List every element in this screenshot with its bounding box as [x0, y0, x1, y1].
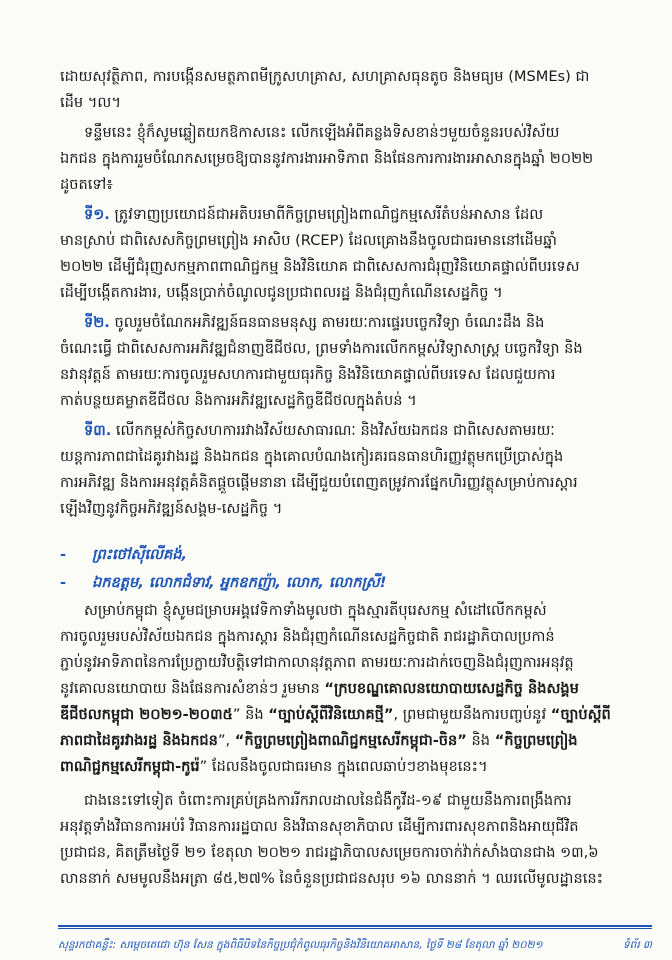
- paragraph-line: ២០២២ ដើម្បីជំរុញសកម្មភាពពាណិជ្ជកម្ម និងវិនិយោគ ជាពិសេសការជំរុញវិនិយោគផ្ទាល់ពីបរទេស: [60, 258, 580, 275]
- point-1-line: [84, 202, 650, 228]
- point-2-text: ចូលរួមចំណែកអភិវឌ្ឍន៍ធនធានមនុស្ស តាមរយៈការផ្ទេរបច្ចេកវិទ្យា ចំណេះដឹង និង: [114, 314, 545, 331]
- paragraph-line: ភ្ជាប់នូវអាទិភាពនៃការប្រែក្លាយវិបត្តិទៅជាកាលានុវត្តភាព តាមរយៈការដាក់ចេញនិងជំរុញការអនុវត្ត: [60, 654, 574, 671]
- paragraph-line: ដើម្បីបង្កើតការងារ, បង្កើនប្រាក់ចំណូលជូនប្រជាពលរដ្ឋ និងជំរុញកំណើនសេដ្ឋកិច្ច ។: [60, 284, 503, 301]
- paragraph-line: ប្រជាជន, គិតត្រឹមថ្ងៃទី ២១ ខែតុលា ២០២១ រាជរដ្ឋាភិបាលសម្រេចការចាក់វ៉ាក់សាំងបានជាង ១៣,៦: [60, 844, 599, 861]
- paragraph-line: ភាពជាដៃគូរវាងរដ្ឋ និងឯកជន”, “កិច្ចព្រមព្រៀងពាណិជ្ជកម្មសេរីកម្ពុជា-ចិន” និង “កិច្ចព្រមព្រៀង: [60, 732, 578, 749]
- paragraph-line: ឌីជីថលកម្ពុជា ២០២១-២០៣៥” និង “ច្បាប់ស្តីពីវិនិយោគថ្មី”, ព្រមជាមួយនឹងការបញ្ចប់នូវ “ច្បាប់ស្តីពី: [60, 706, 611, 723]
- paragraph-line: ការចូលរួមរបស់វិស័យឯកជន ក្នុងការស្តារ និងជំរុញកំណើនសេដ្ឋកិច្ចជាតិ រាជរដ្ឋាភិបាលប្រកាន់: [60, 628, 555, 645]
- paragraph-line: ជាងនេះទៅទៀត ចំពោះការគ្រប់គ្រងការរីករាលដាលនៃជំងឺកូវីដ-១៩ ជាមួយនឹងការពង្រឹងការ: [84, 792, 572, 809]
- paragraph-line: ដើម ។ល។: [60, 94, 121, 111]
- paragraph-line: ទន្ទឹមនេះ ខ្ញុំក៏សូមឆ្លៀតយកឱកាសនេះ លើកឡើងអំពីគន្លងទិសខាន់ៗមួយចំនួនរបស់វិស័យ: [84, 124, 560, 141]
- point-1-label: ទី១.: [84, 206, 110, 223]
- paragraph-line: ចំណេះធ្វើ ជាពិសេសការអភិវឌ្ឍជំនាញឌីជីថល, ព្រមទាំងការលើកកម្ពស់វិទ្យាសាស្ត្រ បច្ចេកវិទ្យា និង: [60, 340, 583, 357]
- point-1-text: ត្រូវទាញប្រយោជន៍ជាអតិបរមាពីកិច្ចព្រមព្រៀងពាណិជ្ជកម្មសេរីតំបន់អាសាន ដែល: [114, 206, 544, 223]
- paragraph-line: ឯកជន ក្នុងការរួមចំណែកសម្រេចឱ្យបាននូវការងារអាទិភាព និងផែនការការងារអាសានក្នុងឆ្នាំ ២០២២: [60, 150, 594, 167]
- salutation-text: ឯកឧត្តម, លោកជំទាវ, អ្នកឧកញ៉ា, លោក, លោកស្រី!: [92, 574, 387, 591]
- salutation-bullet: [60, 570, 650, 596]
- investment-law: “ច្បាប់ស្តីពីវិនិយោគថ្មី”: [268, 706, 394, 723]
- paragraph-line: អនុវត្តទាំងវិធានការអប់រំ វិធានការរដ្ឋបាល និងវិធានសុខាភិបាល ដើម្បីការពារសុខភាពនិងអាយុជីវិត: [60, 818, 579, 835]
- page-footer: [58, 935, 652, 955]
- cambodia-korea-fta-end: ពាណិជ្ជកម្មសេរីកម្ពុជា-កូរ៉េ: [60, 758, 200, 775]
- paragraph-line: កាត់បន្ថយគម្លាតឌីជីថល និងការអភិវឌ្ឍសេដ្ឋកិច្ចឌីជីថលក្នុងតំបន់ ។: [60, 392, 417, 409]
- conjunction: និង: [245, 706, 264, 723]
- footer-divider: [58, 925, 652, 927]
- cambodia-korea-fta-start: “កិច្ចព្រមព្រៀង: [494, 732, 578, 749]
- point-3-label: ទី៣.: [84, 422, 112, 439]
- paragraph-line: លាននាក់ សមមូលនឹងអត្រា ៨៥,២៧% នៃចំនួនប្រជាជនសរុប ១៦ លាននាក់ ។ ឈរលើមូលដ្ឋាននេះ: [60, 870, 604, 887]
- paragraph-line: ការអភិវឌ្ឍ និងការអនុវត្តគំនិតផ្តួចផ្តើមនានា ដើម្បីជួយបំពេញតម្រូវការផ្នែកហិរញ្ញវត្ថុសម្រាប់ការស្តារ: [60, 474, 578, 491]
- bullet-dash: -: [60, 546, 67, 563]
- paragraph-text: ដែលនឹងចូលជាធរមាន ក្នុងពេលឆាប់ៗខាងមុខនេះ។: [211, 758, 488, 775]
- salutation-bullet: [60, 542, 650, 568]
- ppp-law: “ច្បាប់ស្តីពី: [550, 706, 611, 723]
- policy-title-cont: ឌីជីថលកម្ពុជា ២០២១-២០៣៥: [60, 706, 233, 723]
- paragraph-line: ឡើងវិញនូវកិច្ចអភិវឌ្ឍន៍សង្គម-សេដ្ឋកិច្ច ។: [60, 500, 283, 517]
- point-3-text: លើកកម្ពស់កិច្ចសហការរវាងវិស័យសាធារណៈ និងវិស័យឯកជន ជាពិសេសតាមរយៈ: [115, 422, 555, 439]
- point-3-line: [84, 418, 650, 444]
- paragraph-line: [60, 676, 650, 702]
- paragraph-line: នវានុវត្តន៍ តាមរយៈការចូលរួមសហការជាមួយធុរកិច្ច និងវិនិយោគផ្ទាល់ពីបរទេស ដែលជួយការ: [60, 366, 556, 383]
- policy-title: “ក្របខណ្ឌគោលនយោបាយសេដ្ឋកិច្ច និងសង្គម: [324, 680, 579, 697]
- paragraph-text: នូវគោលនយោបាយ និងផែនការសំខាន់ៗ រួមមាន: [60, 680, 320, 697]
- footer-divider: [58, 928, 652, 929]
- ppp-law-cont: ភាពជាដៃគូរវាងរដ្ឋ និងឯកជន: [60, 732, 218, 749]
- paragraph-line: មានស្រាប់ ជាពិសេសកិច្ចព្រមព្រៀង អាសិប (RCEP) ដែលគ្រោងនឹងចូលជាធរមាននៅដើមឆ្នាំ: [60, 232, 557, 249]
- salutation-text: ព្រះថៅស៊ីលើគង់,: [92, 546, 188, 563]
- paragraph-line: ដោយសុវត្ថិភាព, ការបង្កើនសមត្ថភាពមីក្រូសហគ្រាស, សហគ្រាសធុនតូច និងមធ្យម (MSMEs) ជា: [60, 68, 590, 85]
- paragraph-line: សម្រាប់កម្ពុជា ខ្ញុំសូមជម្រាបអង្គវេទិកាទាំងមូលថា ក្នុងស្មារតីបុរេសកម្ម សំដៅលើកកម្ពស់: [84, 602, 547, 619]
- page-number: ទំព័រ ៣: [623, 939, 652, 951]
- paragraph-line: ដូចតទៅ៖: [60, 176, 113, 193]
- point-2-line: [84, 310, 650, 336]
- bullet-dash: -: [60, 574, 67, 591]
- cambodia-china-fta: “កិច្ចព្រមព្រៀងពាណិជ្ជកម្មសេរីកម្ពុជា-ចិន”: [234, 732, 467, 749]
- footer-title: សុន្ទរកថាគន្លឹះ: សម្តេចតេជោ ហ៊ុន សែន ក្នុងពិធីបិទនៃកិច្ចប្រជុំកំពូលធុរកិច្ចនិងវិនិយោគអាសាន, ថ្ងៃទី ២៨ ខែតុលា ឆ្នាំ ២០២១: [58, 939, 543, 951]
- paragraph-text: , ព្រមជាមួយនឹងការបញ្ចប់នូវ: [393, 706, 547, 723]
- paragraph-line: យន្តការភាពជាដៃគូរវាងរដ្ឋ និងឯកជន ក្នុងគោលបំណងកៀរគរធនធានហិរញ្ញវត្ថុមកប្រើប្រាស់ក្នុង: [60, 448, 564, 465]
- paragraph-line: ពាណិជ្ជកម្មសេរីកម្ពុជា-កូរ៉េ” ដែលនឹងចូលជាធរមាន ក្នុងពេលឆាប់ៗខាងមុខនេះ។: [60, 758, 488, 775]
- point-2-label: ទី២.: [84, 314, 110, 331]
